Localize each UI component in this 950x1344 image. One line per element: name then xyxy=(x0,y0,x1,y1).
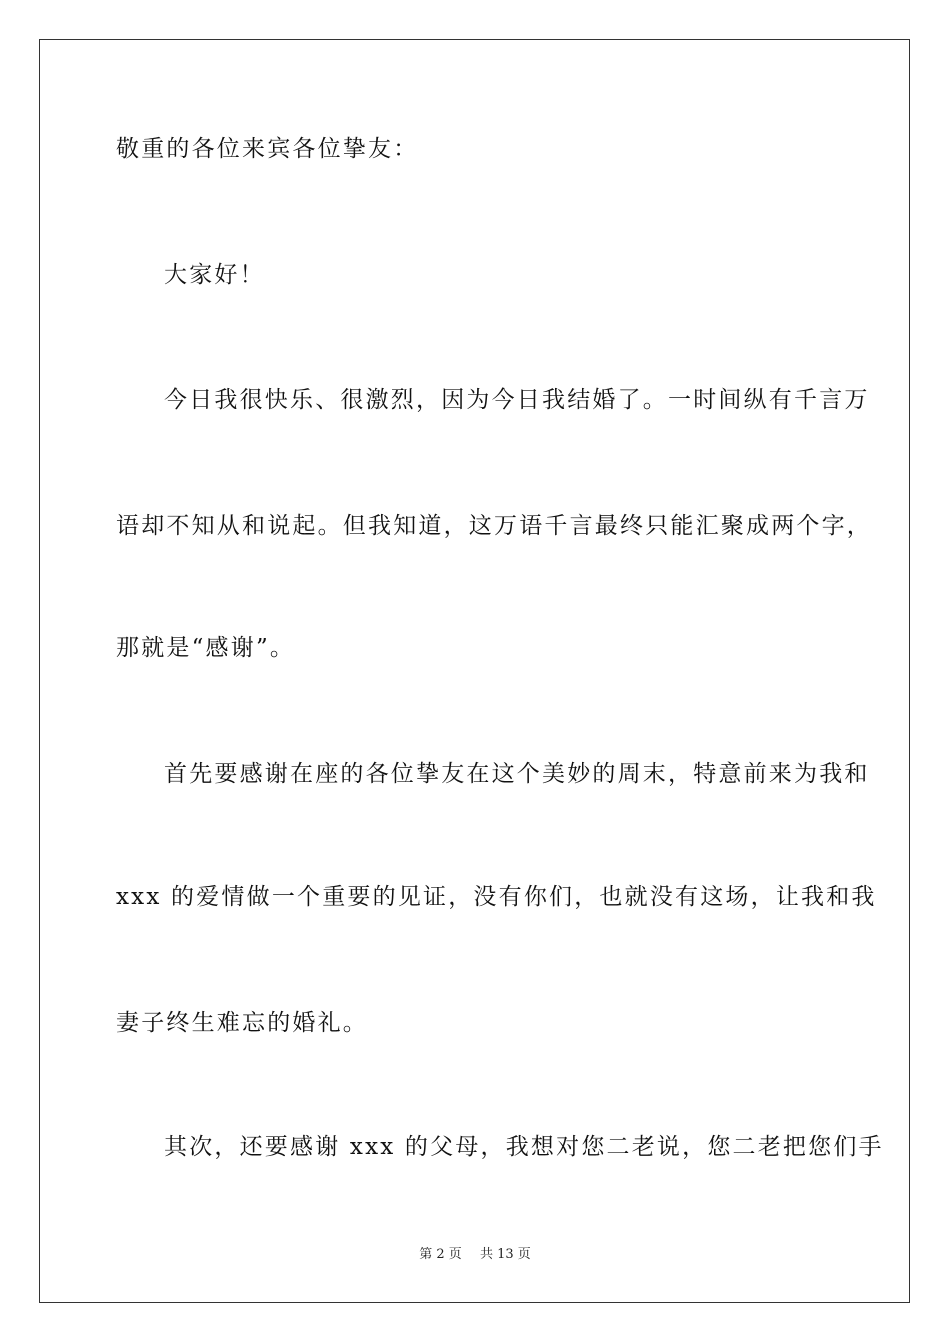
paragraph-line: 其次，还要感谢 xxx 的父母，我想对您二老说，您二老把您们手 xyxy=(164,1134,884,1160)
paragraph-line: 今日我很快乐、很激烈，因为今日我结婚了。一时间纵有千言万 xyxy=(164,387,870,413)
salutation-line: 敬重的各位来宾各位挚友： xyxy=(116,136,419,162)
paragraph-line: 那就是“感谢”。 xyxy=(116,635,296,661)
paragraph-line: 语却不知从和说起。但我知道，这万语千言最终只能汇聚成两个字， xyxy=(116,513,872,539)
paragraph-line: xxx 的爱情做一个重要的见证，没有你们，也就没有这场，让我和我 xyxy=(116,884,877,910)
total-pages: 共 13 页 xyxy=(479,1247,531,1262)
page-footer xyxy=(0,1246,950,1264)
page-number: 第 2 页 xyxy=(419,1247,462,1262)
paragraph-line: 妻子终生难忘的婚礼。 xyxy=(116,1010,368,1036)
paragraph-line: 首先要感谢在座的各位挚友在这个美妙的周末，特意前来为我和 xyxy=(164,761,870,787)
greeting-line: 大家好！ xyxy=(164,262,265,288)
page-border xyxy=(39,39,910,1303)
